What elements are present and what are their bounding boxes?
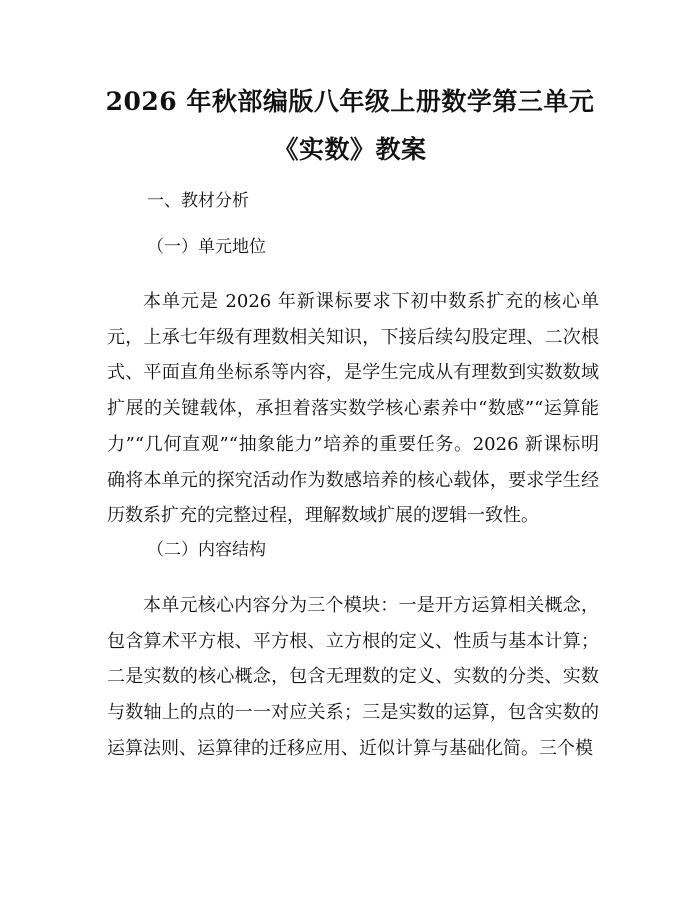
section-heading-teaching-material-analysis: 一、教材分析: [147, 191, 249, 211]
subsection-heading-content-structure: （二）内容结构: [147, 540, 266, 560]
paragraph-unit-position: 本单元是 2026 年新课标要求下初中数系扩充的核心单元，上承七年级有理数相关知识，下接后续勾股定理、二次根式、平面直角坐标系等内容，是学生完成从有理数到实数数域扩展的关键载体，承担着落实数学核心素养中“数感”“运算能力”“几何直观”“抽象能力”培养的重要任务。2026 新课标明确将本单元的探究活动作为数感培养的核心载体，要求学生经历数系扩充的完整过程，理解数域扩展的逻辑一致性。: [107, 291, 599, 527]
document-title-line-1: 2026 年秋部编版八年级上册数学第三单元: [105, 87, 595, 116]
document-title-line-2: 《实数》教案: [273, 135, 427, 164]
paragraph-content-structure: 本单元核心内容分为三个模块：一是开方运算相关概念，包含算术平方根、平方根、立方根的定义、性质与基本计算；二是实数的核心概念，包含无理数的定义、实数的分类、实数与数轴上的点的一一对应关系；三是实数的运算，包含实数的运算法则、运算律的迁移应用、近似计算与基础化简。三个模: [107, 595, 599, 759]
subsection-heading-unit-position: （一）单元地位: [147, 237, 266, 257]
